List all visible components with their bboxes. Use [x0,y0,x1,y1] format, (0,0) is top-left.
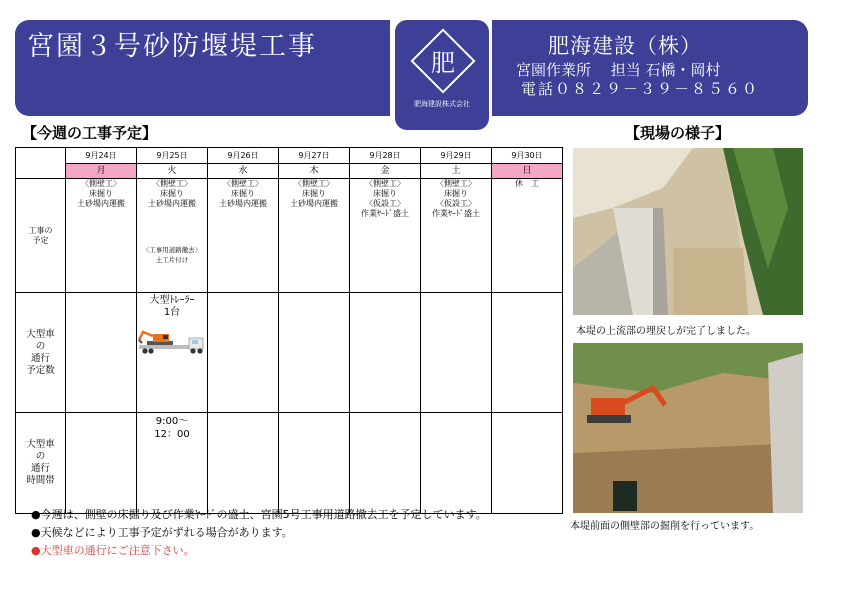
weekday-cell: 金 [350,164,421,179]
office-info: 宮園作業所 担当 石橋・岡村 [516,61,721,79]
date-cell: 9月25日 [137,148,208,164]
note-line: ●天候などにより工事予定がずれる場合があります。 [31,526,293,539]
date-cell: 9月27日 [279,148,350,164]
corner-cell [16,148,66,179]
traffic-vehicle: 大型ﾄﾚｰﾗｰ [149,295,195,306]
time-cell [208,413,279,514]
site-photo-excavation [573,343,803,513]
time-cell [66,413,137,514]
site-title: 【現場の様子】 [625,124,731,142]
plan-cell: 〈側壁工〉 床掘り 〈仮設工〉 作業ﾔｰﾄﾞ盛土 [350,179,421,293]
weekday-cell: 火 [137,164,208,179]
date-cell: 9月30日 [492,148,563,164]
traffic-cell [421,293,492,413]
extra-plan: 土工片付け [155,256,189,264]
plan-cell: 〈側壁工〉 床掘り 土砂場内運搬 [208,179,279,293]
plan-cell: 〈側壁工〉 床掘り 土砂場内運搬 [66,179,137,293]
project-title: 宮園３号砂防堰堤工事 [27,31,317,62]
lowboy-trailer-excavator-icon [137,329,207,355]
time-cell [137,413,208,514]
traffic-cell [350,293,421,413]
phone-number: 電話０８２９－３９－８５６０ [521,80,760,98]
weekday-cell: 土 [421,164,492,179]
logo-company-text: 肥海建設株式会社 [414,100,470,108]
company-name: 肥海建設（株） [548,34,702,58]
logo-char: 肥 [431,49,455,77]
weekday-cell: 月 [66,164,137,179]
date-cell: 9月26日 [208,148,279,164]
traffic-cell [137,293,208,413]
traffic-cell [66,293,137,413]
time-start: 9:00～ [155,416,189,427]
row-label-traffic: 大型車 の 通行 予定数 [16,293,66,413]
plan-cell: 〈側壁工〉 床掘り 〈仮設工〉 作業ﾔｰﾄﾞ盛土 [421,179,492,293]
time-cell [492,413,563,514]
plan-cell: 〈側壁工〉 床掘り 土砂場内運搬 〈工事用道路撤去〉 土工片付け [137,179,208,293]
date-cell: 9月24日 [66,148,137,164]
traffic-count: 1台 [163,307,181,318]
row-label-plan: 工事の 予定 [16,179,66,293]
weekday-cell: 木 [279,164,350,179]
note-warning: ●大型車の通行にご注意下さい。 [31,544,195,557]
photo-caption-1: 本堤の上流部の埋戻しが完了しました。 [576,326,756,337]
time-end: 12：00 [154,429,190,440]
time-cell [421,413,492,514]
date-cell: 9月28日 [350,148,421,164]
note-line: ●今週は、側壁の床掘り及び作業ﾔｰﾄﾞの盛土、宮園5号工事用道路撤去工を予定しています。 [31,508,487,521]
traffic-cell [208,293,279,413]
date-cell: 9月29日 [421,148,492,164]
traffic-cell [492,293,563,413]
row-label-time: 大型車 の 通行 時間帯 [16,413,66,514]
traffic-cell [279,293,350,413]
extra-plan: 〈工事用道路撤去〉 [142,246,202,254]
weekly-schedule-table [15,147,563,514]
plan-cell: 〈側壁工〉 床掘り 土砂場内運搬 [279,179,350,293]
schedule-title: 【今週の工事予定】 [22,124,158,142]
photo-caption-2: 本堤前面の側壁部の掘削を行っています。 [570,521,760,532]
weekday-cell: 水 [208,164,279,179]
site-photo-backfill [573,148,803,315]
weekday-cell: 日 [492,164,563,179]
plan-cell: 休 工 [492,179,563,293]
time-cell [279,413,350,514]
time-cell [350,413,421,514]
